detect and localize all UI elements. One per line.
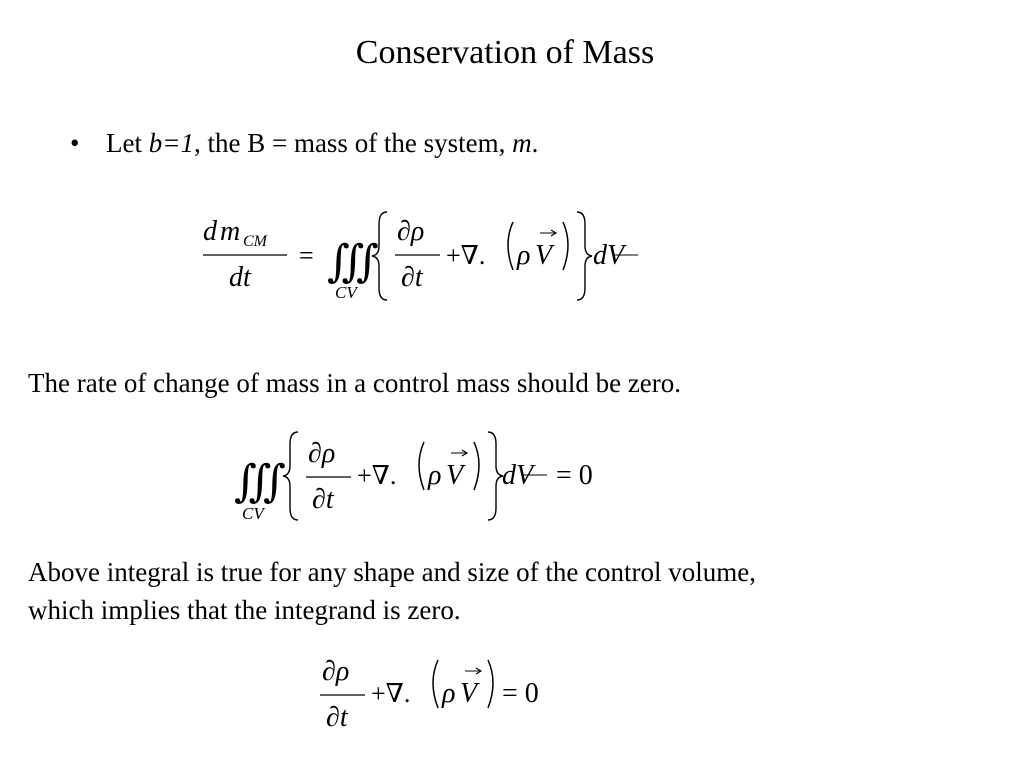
equation-continuity <box>312 652 572 742</box>
eq1-lhs-m: m <box>220 216 241 247</box>
eq1-triple-integral: ∭ <box>327 237 380 286</box>
eq3-rhs: = 0 <box>502 678 539 709</box>
eq1-left-paren <box>508 222 513 270</box>
eq2-right-brace <box>488 432 503 520</box>
eq1-equals: = <box>299 241 314 270</box>
bullet-item <box>70 128 538 159</box>
bullet-middle-text: , the B = mass of the system, <box>193 128 513 158</box>
eq3-velocity: V <box>460 678 478 709</box>
eq2-region-label: CV <box>242 504 264 523</box>
eq1-plus-divergence: +∇. <box>446 241 486 270</box>
eq3-left-paren <box>433 660 438 708</box>
eq3-plus-divergence: +∇. <box>371 679 411 708</box>
eq2-partial-rho: ∂ρ <box>308 438 336 469</box>
bullet-end: . <box>531 128 539 158</box>
eq1-right-brace <box>577 212 592 300</box>
eq1-rho: ρ <box>517 240 531 271</box>
paragraph-integrand-line1: Above integral is true for any shape and size of the control volume, <box>28 557 757 587</box>
paragraph-rate-zero: The rate of change of mass in a control mass should be zero. <box>28 368 682 398</box>
eq2-right-paren <box>474 442 479 490</box>
equation-mass-rate <box>195 200 655 310</box>
equation-integral-zero <box>228 424 618 528</box>
eq1-right-paren <box>563 222 568 270</box>
bullet-prefix: Let <box>106 128 149 158</box>
eq2-left-paren <box>419 442 424 490</box>
eq1-volume-element: dV <box>593 240 625 271</box>
eq1-partial-rho: ∂ρ <box>397 216 425 247</box>
slide-title: Conservation of Mass <box>355 34 655 71</box>
eq1-region-label: CV <box>335 283 357 302</box>
eq3-rho: ρ <box>442 678 456 709</box>
bullet-equals-one: =1 <box>162 128 194 158</box>
eq3-right-paren <box>488 660 493 708</box>
eq2-velocity: V <box>446 460 464 491</box>
eq2-triple-integral: ∭ <box>234 457 287 506</box>
paragraph-integrand-zero <box>28 553 756 629</box>
eq1-vector-arrow-icon <box>540 230 556 236</box>
bullet-marker: • <box>70 128 80 158</box>
eq1-velocity: V <box>535 240 553 271</box>
eq1-lhs-denominator: dt <box>229 262 251 293</box>
eq1-lhs-d: d <box>203 216 217 247</box>
eq2-partial-t: ∂t <box>312 484 334 515</box>
eq3-partial-rho: ∂ρ <box>322 656 350 687</box>
eq1-left-brace <box>372 212 387 300</box>
eq2-volume-element: dV <box>502 460 534 491</box>
eq2-plus-divergence: +∇. <box>357 461 397 490</box>
paragraph-integrand-line2: which implies that the integrand is zero. <box>28 595 461 625</box>
eq2-vector-arrow-icon <box>451 450 467 456</box>
eq3-vector-arrow-icon <box>465 668 481 674</box>
eq2-left-brace <box>283 432 298 520</box>
eq1-partial-t: ∂t <box>401 262 423 293</box>
eq2-rho: ρ <box>428 460 442 491</box>
eq3-partial-t: ∂t <box>326 702 348 733</box>
bullet-b-variable: b <box>148 128 163 158</box>
eq2-rhs: = 0 <box>556 460 593 491</box>
eq1-lhs-subscript: CM <box>243 233 267 250</box>
bullet-m-variable: m <box>512 128 532 158</box>
